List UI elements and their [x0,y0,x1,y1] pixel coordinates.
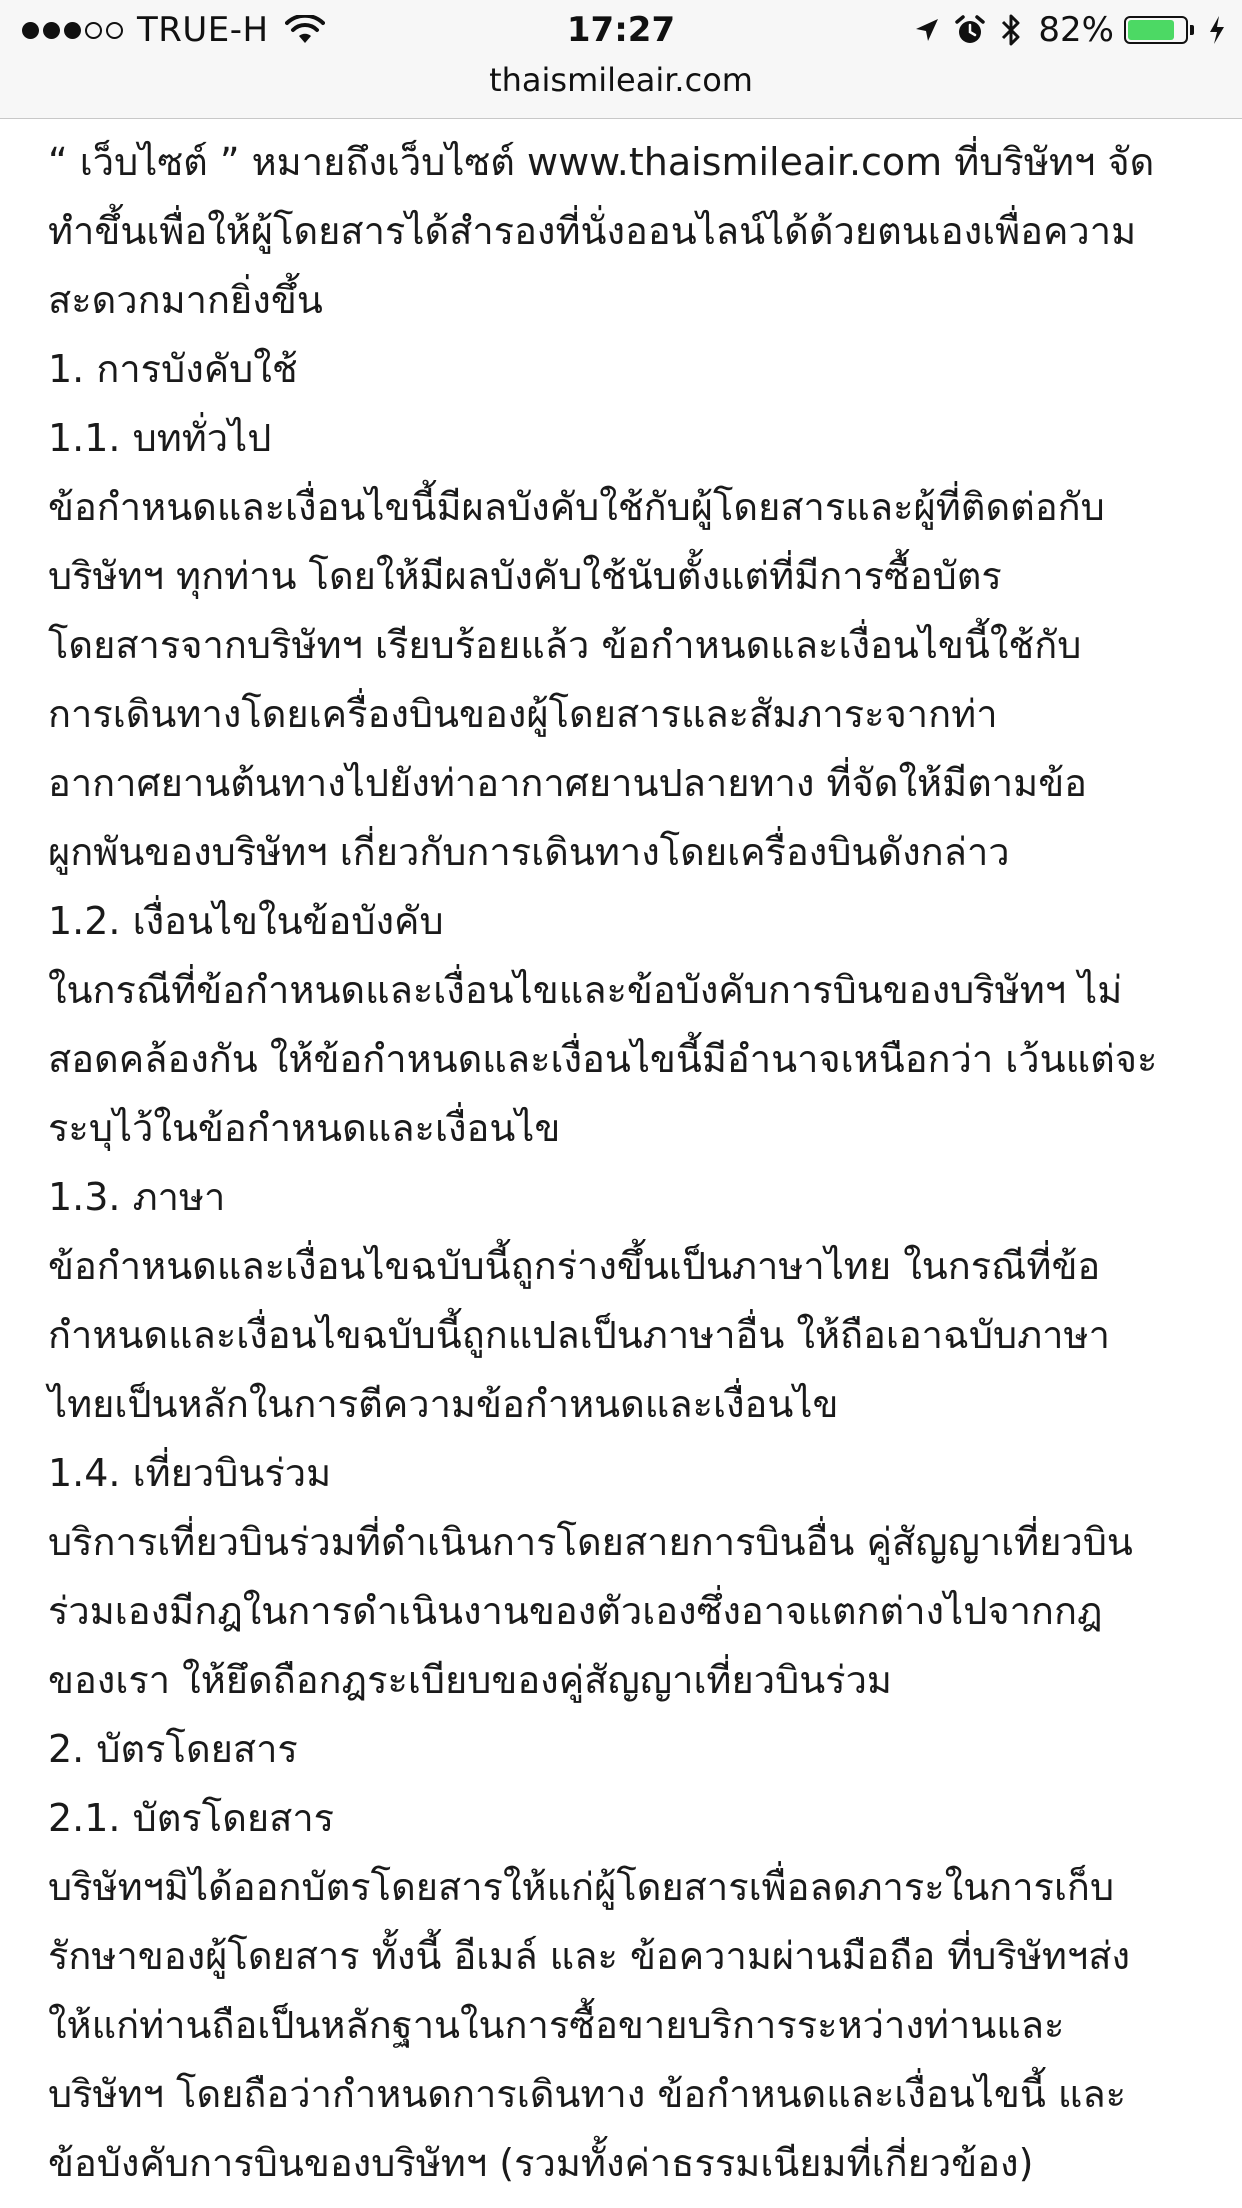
content-line: โดยสารจากบริษัทฯ เรียบร้อยแล้ว ข้อกำหนดและเงื่อนไขนี้ใช้กับ [48,623,1082,667]
content-line: ระบุไว้ในข้อกำหนดและเงื่อนไข [48,1106,561,1150]
content-line: ข้อกำหนดและเงื่อนไขฉบับนี้ถูกร่างขึ้นเป็นภาษาไทย ในกรณีที่ข้อ [48,1244,1101,1288]
content-line: สะดวกมากยิ่งขึ้น [48,278,323,322]
content-line: ไทยเป็นหลักในการตีความข้อกำหนดและเงื่อนไข [48,1382,839,1426]
terms-content [48,128,1228,2198]
content-line: บริษัทฯมิได้ออกบัตรโดยสารให้แก่ผู้โดยสารเพื่อลดภาระในการเก็บ [48,1865,1115,1909]
content-line: บริษัทฯ โดยถือว่ากำหนดการเดินทาง ข้อกำหนดและเงื่อนไขนี้ และ [48,2072,1127,2116]
battery-icon [1124,16,1188,44]
content-line: 1.4. เที่ยวบินร่วม [48,1451,332,1495]
content-line: ข้อบังคับการบินของบริษัทฯ (รวมทั้งค่าธรรมเนียมที่เกี่ยวข้อง) [48,2141,1034,2185]
content-line: “ เว็บไซต์ ” หมายถึงเว็บไซต์ www.thaismileair.com ที่บริษัทฯ จัด [48,140,1155,184]
status-bar [0,0,1242,60]
content-line: รักษาของผู้โดยสาร ทั้งนี้ อีเมล์ และ ข้อความผ่านมือถือ ที่บริษัทฯส่ง [48,1934,1131,1978]
content-line: ร่วมเองมีกฎในการดำเนินงานของตัวเองซึ่งอาจแตกต่างไปจากกฎ [48,1589,1103,1633]
content-line: 2.1. บัตรโดยสาร [48,1796,335,1840]
bluetooth-icon [1000,13,1022,47]
content-line: กำหนดและเงื่อนไขฉบับนี้ถูกแปลเป็นภาษาอื่น ให้ถือเอาฉบับภาษา [48,1313,1110,1357]
content-line: อากาศยานต้นทางไปยังท่าอากาศยานปลายทาง ที่จัดให้มีตามข้อ [48,761,1087,805]
status-time: 17:27 [566,10,676,50]
content-line: บริการเที่ยวบินร่วมที่ดำเนินการโดยสายการบินอื่น คู่สัญญาเที่ยวบิน [48,1520,1133,1564]
content-line: ในกรณีที่ข้อกำหนดและเงื่อนไขและข้อบังคับการบินของบริษัทฯ ไม่ [48,968,1123,1012]
status-right [900,8,1226,52]
content-line: ให้แก่ท่านถือเป็นหลักฐานในการซื้อขายบริการระหว่างท่านและ [48,2003,1065,2047]
alarm-icon [954,14,986,46]
url-bar[interactable] [0,60,1242,119]
url-text: thaismileair.com [489,61,753,99]
content-line: 1.1. บททั่วไป [48,416,272,460]
content-line: ของเรา ให้ยึดถือกฎระเบียบของคู่สัญญาเที่ยวบินร่วม [48,1658,892,1702]
location-arrow-icon [914,17,940,43]
charging-bolt-icon [1208,15,1226,45]
battery-cap [1190,25,1194,35]
content-line: ข้อกำหนดและเงื่อนไขนี้มีผลบังคับใช้กับผู้โดยสารและผู้ที่ติดต่อกับ [48,485,1105,529]
content-line: การเดินทางโดยเครื่องบินของผู้โดยสารและสัมภาระจากท่า [48,692,998,736]
content-line: 1.2. เงื่อนไขในข้อบังคับ [48,899,444,943]
content-line: บริษัทฯ ทุกท่าน โดยให้มีผลบังคับใช้นับตั้งแต่ที่มีการซื้อบัตร [48,554,1002,598]
battery-percent: 82% [1038,10,1114,50]
content-line: ทำขึ้นเพื่อให้ผู้โดยสารได้สำรองที่นั่งออนไลน์ได้ด้วยตนเองเพื่อความ [48,209,1137,253]
content-line: 2. บัตรโดยสาร [48,1727,298,1771]
content-line: 1. การบังคับใช้ [48,347,298,391]
carrier-label: TRUE-H [137,10,269,50]
content-line: สอดคล้องกัน ให้ข้อกำหนดและเงื่อนไขนี้มีอำนาจเหนือกว่า เว้นแต่จะ [48,1037,1158,1081]
content-line: 1.3. ภาษา [48,1175,226,1219]
battery-fill [1128,20,1174,40]
content-line: ผูกพันของบริษัทฯ เกี่ยวกับการเดินทางโดยเครื่องบินดังกล่าว [48,830,1010,874]
